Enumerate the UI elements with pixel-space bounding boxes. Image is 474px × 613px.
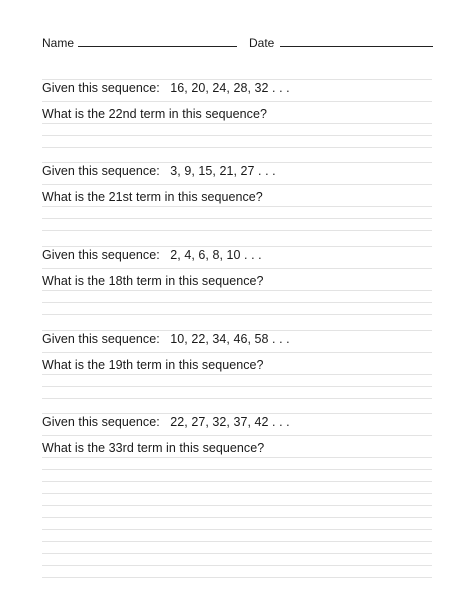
ruled-line — [42, 413, 432, 414]
ruled-line — [42, 553, 432, 554]
date-label: Date — [249, 36, 275, 50]
ruled-line — [42, 398, 432, 399]
ruled-line — [42, 206, 432, 207]
date-field-line[interactable] — [280, 46, 433, 47]
ruled-line — [42, 135, 432, 136]
problem-4-question: What is the 19th term in this sequence? — [42, 358, 264, 372]
ruled-line — [42, 386, 432, 387]
ruled-line — [42, 481, 432, 482]
ruled-line — [42, 101, 432, 102]
ruled-line — [42, 268, 432, 269]
ruled-line — [42, 230, 432, 231]
ruled-line — [42, 469, 432, 470]
ruled-line — [42, 184, 432, 185]
problem-3-question: What is the 18th term in this sequence? — [42, 274, 264, 288]
ruled-line — [42, 147, 432, 148]
ruled-line — [42, 352, 432, 353]
ruled-line — [42, 541, 432, 542]
ruled-line — [42, 374, 432, 375]
ruled-line — [42, 457, 432, 458]
ruled-line — [42, 330, 432, 331]
name-label: Name — [42, 36, 75, 50]
ruled-line — [42, 79, 432, 80]
problem-2-sequence: Given this sequence: 3, 9, 15, 21, 27 . . . — [42, 164, 276, 178]
problem-4-sequence: Given this sequence: 10, 22, 34, 46, 58 . . . — [42, 332, 290, 346]
problem-5-question: What is the 33rd term in this sequence? — [42, 441, 265, 455]
ruled-line — [42, 314, 432, 315]
ruled-line — [42, 290, 432, 291]
ruled-line — [42, 493, 432, 494]
problem-1-sequence: Given this sequence: 16, 20, 24, 28, 32 . . . — [42, 81, 290, 95]
ruled-line — [42, 302, 432, 303]
problem-2-question: What is the 21st term in this sequence? — [42, 190, 263, 204]
problem-1-question: What is the 22nd term in this sequence? — [42, 107, 267, 121]
ruled-line — [42, 162, 432, 163]
ruled-line — [42, 529, 432, 530]
ruled-line — [42, 123, 432, 124]
worksheet-header — [42, 36, 434, 52]
ruled-line — [42, 246, 432, 247]
ruled-line — [42, 517, 432, 518]
ruled-line — [42, 565, 432, 566]
ruled-line — [42, 435, 432, 436]
ruled-line — [42, 577, 432, 578]
problem-3-sequence: Given this sequence: 2, 4, 6, 8, 10 . . . — [42, 248, 262, 262]
problem-5-sequence: Given this sequence: 22, 27, 32, 37, 42 . . . — [42, 415, 290, 429]
name-field-line[interactable] — [78, 46, 237, 47]
ruled-line — [42, 218, 432, 219]
ruled-line — [42, 505, 432, 506]
